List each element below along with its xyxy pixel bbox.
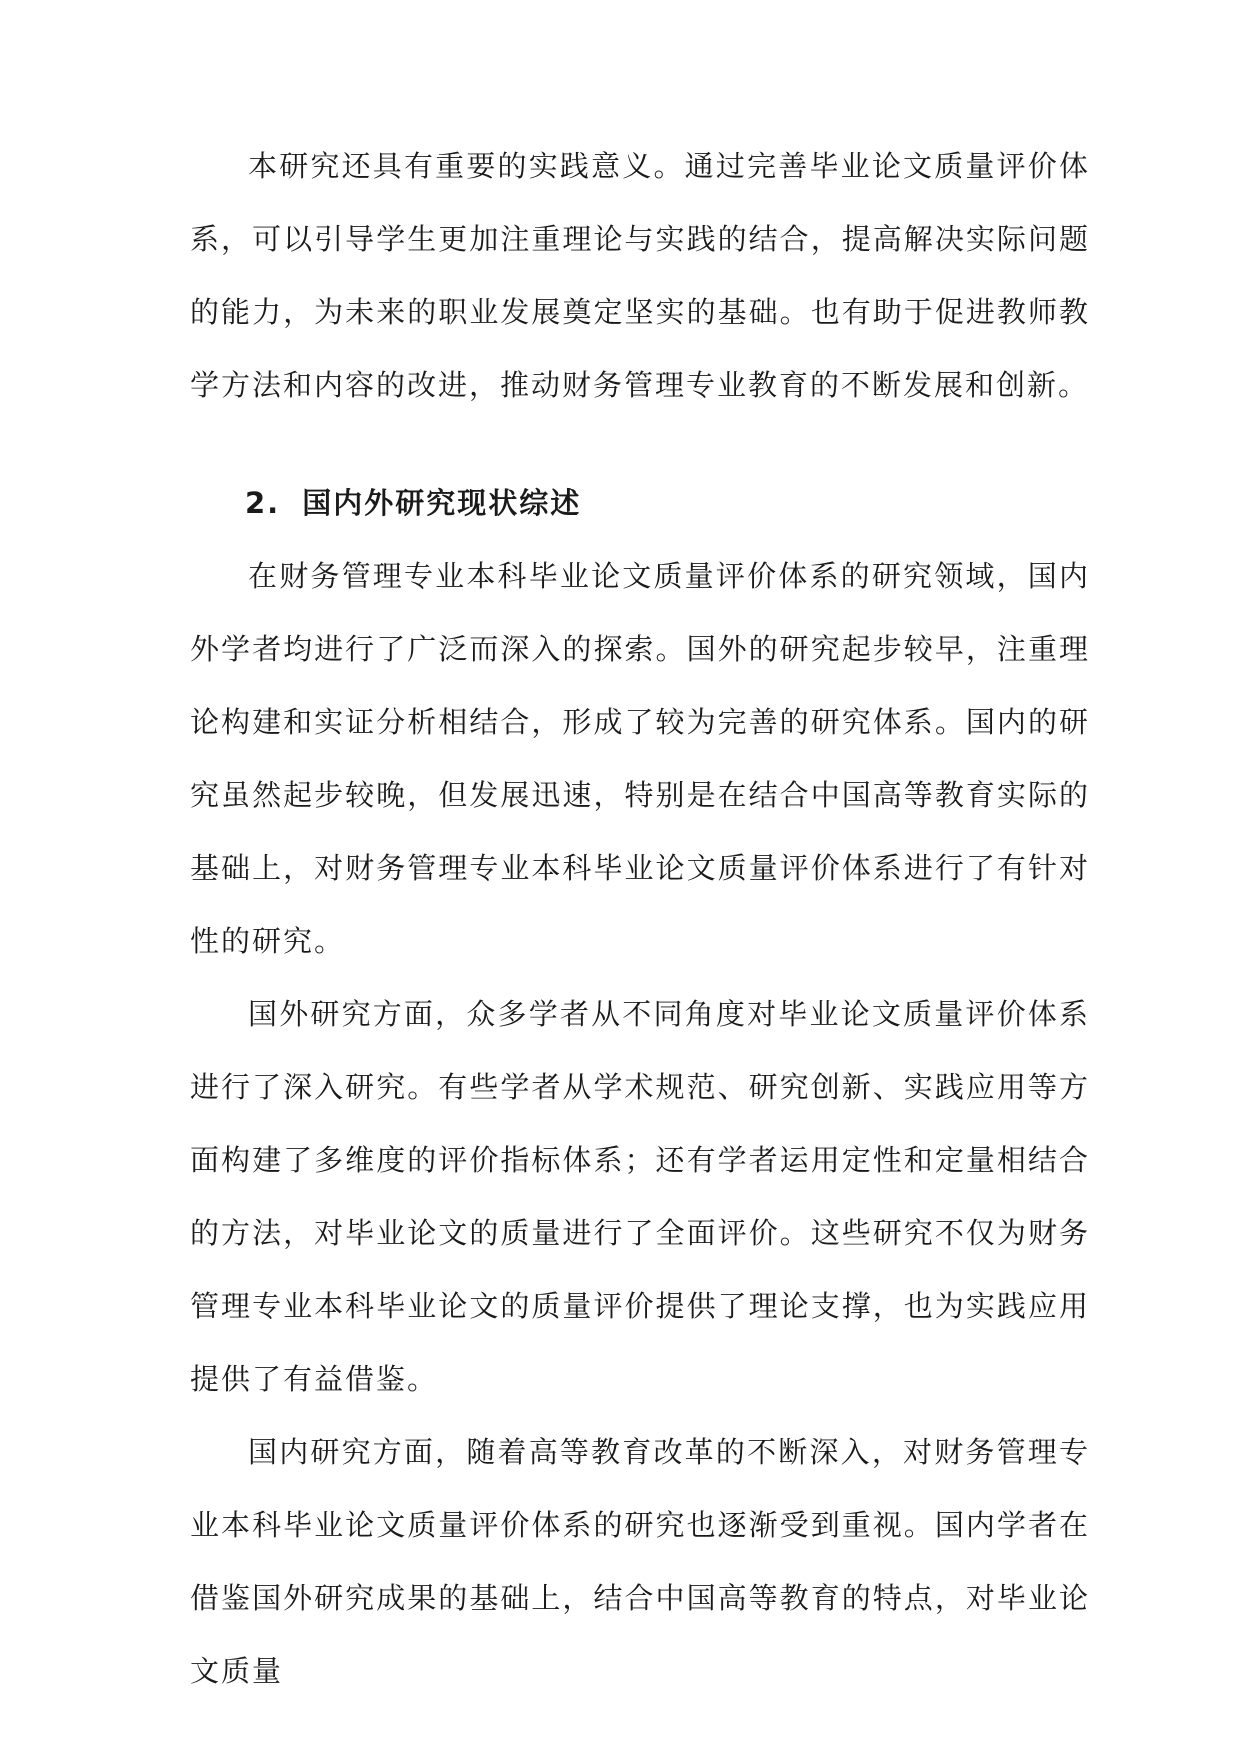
- document-body: [190, 130, 1090, 1708]
- section-number: 2.: [245, 486, 281, 520]
- section-title: 国内外研究现状综述: [302, 486, 582, 520]
- paragraph-domestic-research: 国内研究方面，随着高等教育改革的不断深入，对财务管理专业本科毕业论文质量评价体系的研究也逐渐受到重视。国内学者在借鉴国外研究成果的基础上，结合中国高等教育的特点，对毕业论文质量: [190, 1435, 1090, 1688]
- section-heading: [190, 467, 1090, 540]
- paragraph-overview: 在财务管理专业本科毕业论文质量评价体系的研究领域，国内外学者均进行了广泛而深入的探索。国外的研究起步较早，注重理论构建和实证分析相结合，形成了较为完善的研究体系。国内的研究虽然起步较晚，但发展迅速，特别是在结合中国高等教育实际的基础上，对财务管理专业本科毕业论文质量评价体系进行了有针对性的研究。: [190, 559, 1090, 958]
- paragraph-practical-significance: 本研究还具有重要的实践意义。通过完善毕业论文质量评价体系，可以引导学生更加注重理论与实践的结合，提高解决实际问题的能力，为未来的职业发展奠定坚实的基础。也有助于促进教师教学方法和内容的改进，推动财务管理专业教育的不断发展和创新。: [190, 149, 1090, 402]
- paragraph-foreign-research: 国外研究方面，众多学者从不同角度对毕业论文质量评价体系进行了深入研究。有些学者从学术规范、研究创新、实践应用等方面构建了多维度的评价指标体系；还有学者运用定性和定量相结合的方法，对毕业论文的质量进行了全面评价。这些研究不仅为财务管理专业本科毕业论文的质量评价提供了理论支撑，也为实践应用提供了有益借鉴。: [190, 997, 1090, 1396]
